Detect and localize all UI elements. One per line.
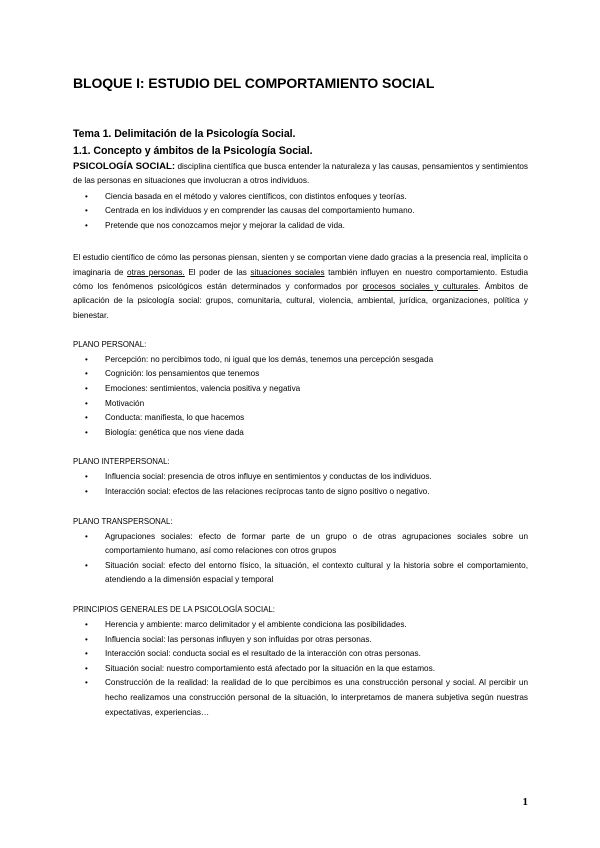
subtopic-heading: 1.1. Concepto y ámbitos de la Psicología Social.: [73, 145, 313, 157]
list-item: • Herencia y ambiente: marco delimitador y el ambiente condiciona las posibilidades.: [85, 618, 528, 633]
list-item: • Biología: genética que nos viene dada: [85, 426, 528, 441]
page-number: 1: [522, 796, 528, 808]
list-item: • Construcción de la realidad: la realidad de lo que percibimos es una construcción personal y social. Al percibir un hecho realizamos una construcción personal de la situación, lo interpretamos de manera subjetiva según nuestras expectativas, experiencias…: [85, 676, 528, 720]
personal-list: [73, 353, 528, 441]
list-item: • Pretende que nos conozcamos mejor y mejorar la calidad de vida.: [85, 219, 528, 234]
section-title-personal: PLANO PERSONAL:: [73, 339, 147, 349]
definition-paragraph: [73, 160, 528, 189]
underlined-term: otras personas.: [127, 267, 185, 277]
list-item: • Interacción social: conducta social es el resultado de la interacción con otras personas.: [85, 647, 528, 662]
list-item: • Influencia social: las personas influyen y son influidas por otras personas.: [85, 633, 528, 648]
section-title-interpersonal: PLANO INTERPERSONAL:: [73, 457, 170, 467]
interpersonal-list: [73, 470, 528, 499]
list-item: • Motivación: [85, 397, 528, 412]
study-paragraph: El estudio científico de cómo las personas piensan, sienten y se comportan viene dado gracias a la presencia real, implícita o imaginaria de otras personas. El poder de las situaciones sociales también influyen en nuestro comportamiento. Estudia cómo los fenómenos psicológicos están determinados y conformados por procesos sociales y culturales. Ámbitos de aplicación de la psicología social: grupos, comunitaria, cultural, violencia, ambiental, jurídica, organizaciones, política y bienestar.: [73, 253, 529, 320]
page-title: BLOQUE I: ESTUDIO DEL COMPORTAMIENTO SOCIAL: [73, 75, 435, 91]
list-item: • Agrupaciones sociales: efecto de formar parte de un grupo o de otras agrupaciones sociales sobre un comportamiento humano, así como relaciones con otros grupos: [85, 530, 528, 559]
topic-heading: Tema 1. Delimitación de la Psicología Social.: [73, 128, 296, 140]
definition-list: [73, 190, 528, 234]
list-item: • Cognición: los pensamientos que tenemos: [85, 367, 528, 382]
section-title-transpersonal: PLANO TRANSPERSONAL:: [73, 516, 173, 526]
underlined-term: situaciones sociales: [250, 267, 325, 277]
principles-list: [73, 618, 528, 720]
list-item: • Percepción: no percibimos todo, ni igual que los demás, tenemos una percepción sesgada: [85, 353, 528, 368]
definition-term: PSICOLOGÍA SOCIAL:: [73, 161, 176, 172]
transpersonal-list: [73, 530, 528, 588]
list-item: • Interacción social: efectos de las relaciones recíprocas tanto de signo positivo o negativo.: [85, 485, 528, 500]
list-item: • Conducta: manifiesta, lo que hacemos: [85, 411, 528, 426]
underlined-term: procesos sociales y culturales: [362, 281, 478, 291]
list-item: • Emociones: sentimientos, valencia positiva y negativa: [85, 382, 528, 397]
page-content: [73, 75, 528, 720]
list-item: • Ciencia basada en el método y valores científicos, con distintos enfoques y teorías.: [85, 190, 528, 205]
section-title-principles: PRINCIPIOS GENERALES DE LA PSICOLOGÍA SOCIAL:: [73, 604, 275, 614]
list-item: • Situación social: efecto del entorno físico, la situación, el contexto cultural y la historia sobre el comportamiento, atendiendo a la dimensión espacial y temporal: [85, 559, 528, 588]
list-item: • Centrada en los individuos y en comprender las causas del comportamiento humano.: [85, 204, 528, 219]
definition-text: disciplina científica que busca entender la naturaleza y las causas, pensamientos y sentimientos de las personas en situaciones que involucran a otros individuos.: [73, 162, 529, 186]
list-item: • Situación social: nuestro comportamiento está afectado por la situación en la que estamos.: [85, 662, 528, 677]
list-item: • Influencia social: presencia de otros influye en sentimientos y conductas de los individuos.: [85, 470, 528, 485]
